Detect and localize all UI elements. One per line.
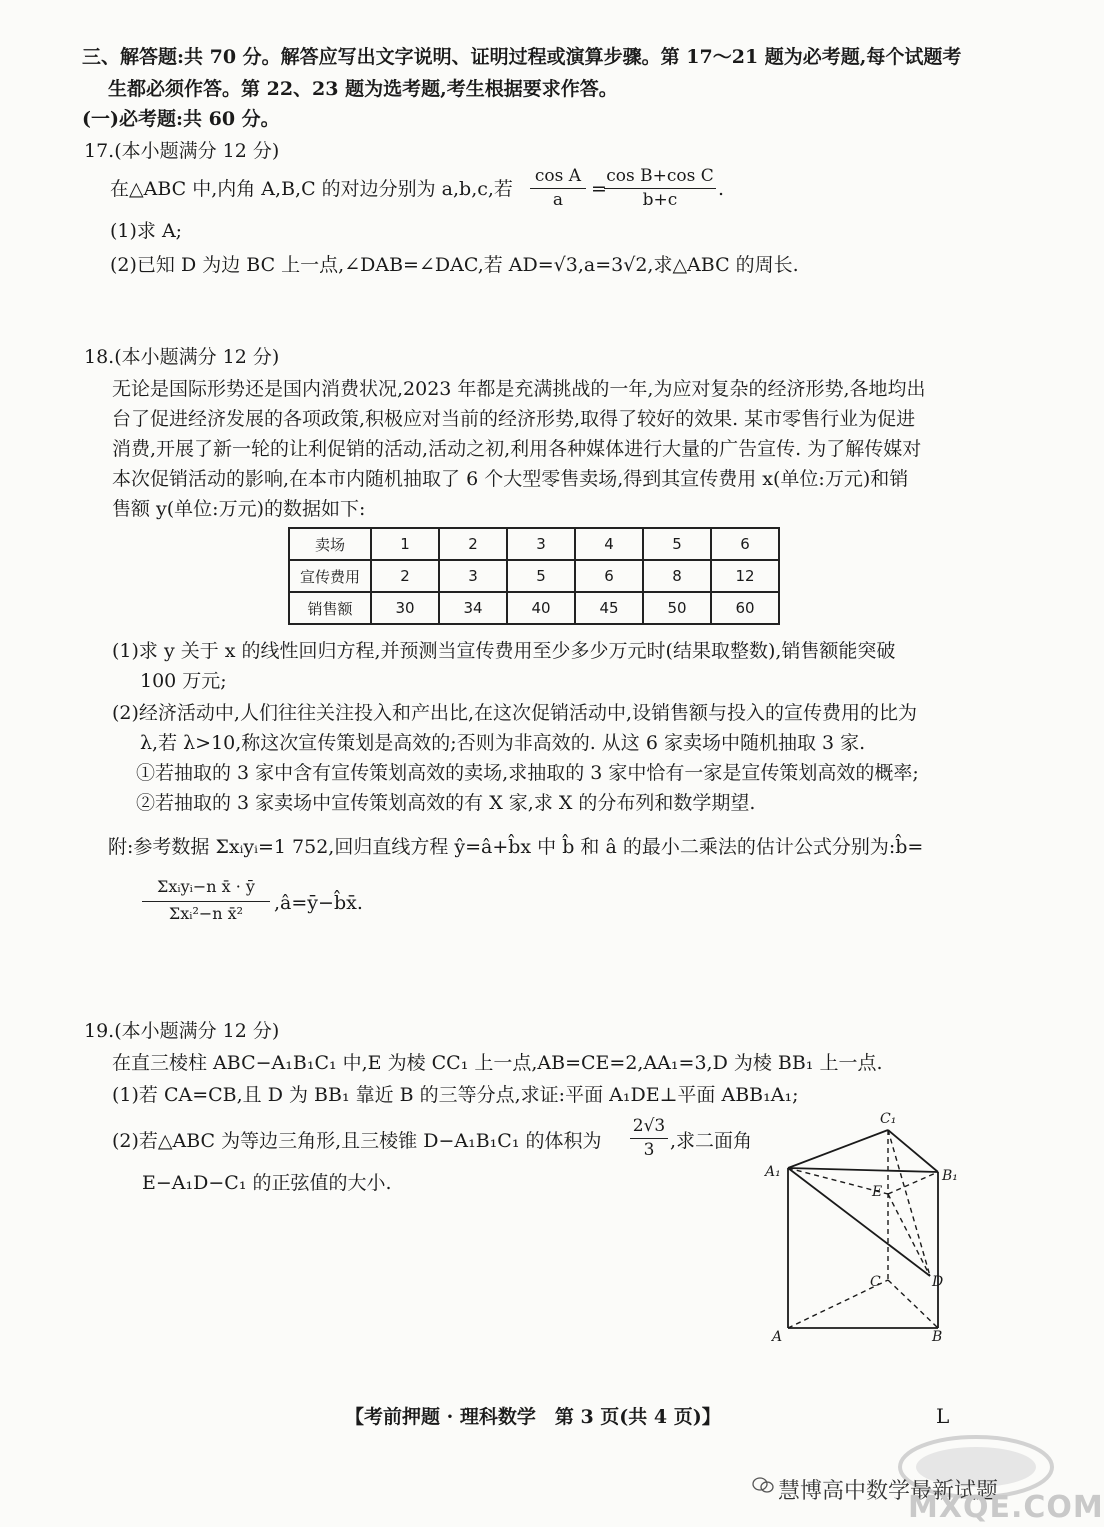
table-cell: 4: [575, 528, 643, 560]
q17-part1: (1)求 A;: [110, 220, 183, 242]
table-cell: 5: [643, 528, 711, 560]
table-cell: 30: [371, 592, 439, 624]
table-cell: 50: [643, 592, 711, 624]
table-cell: 12: [711, 560, 779, 592]
label-C: C: [870, 1274, 881, 1290]
q17-fraction-right: [604, 166, 716, 210]
table-cell: 卖场: [289, 528, 371, 560]
q18-reference: 附:参考数据 Σxᵢyᵢ=1 752,回归直线方程 ŷ=â+b̂x 中 b̂ 和 â 的最小二乘法的估计公式分别为:b̂=: [108, 836, 924, 858]
section-instructions-line2: 生都必须作答。第 22、23 题为选考题,考生根据要求作答。: [108, 78, 618, 100]
q18-part2-item1: ①若抽取的 3 家中含有宣传策划高效的卖场,求抽取的 3 家中恰有一家是宣传策划高效的概率;: [136, 762, 919, 784]
q19-volume-fraction: [630, 1116, 668, 1160]
q17-equals: =: [591, 178, 607, 200]
section-instructions-line1: 三、解答题:共 70 分。解答应写出文字说明、证明过程或演算步骤。第 17～21 题为必考题,每个试题考: [82, 46, 962, 68]
q17-frac1-denominator: a: [552, 190, 564, 210]
q18-part1-line2: 100 万元;: [140, 670, 227, 692]
chat-icon: [752, 1476, 774, 1494]
q19-part2-tail: ,求二面角: [670, 1130, 753, 1152]
q17-frac2-denominator: b+c: [642, 190, 678, 210]
q18-header: 18.(本小题满分 12 分): [84, 346, 280, 368]
watermark-text: 慧博高中数学最新试题: [778, 1479, 999, 1504]
label-A: A: [772, 1329, 783, 1345]
label-B: B: [932, 1329, 943, 1345]
q18-formula-denominator: Σxᵢ²−n x̄²: [168, 904, 244, 923]
q17-stem-period: .: [718, 178, 725, 200]
table-cell: 2: [439, 528, 507, 560]
table-cell: 5: [507, 560, 575, 592]
q17-fraction-left: [530, 166, 586, 210]
q17-part2: (2)已知 D 为边 BC 上一点,∠DAB=∠DAC,若 AD=√3,a=3√2,求△ABC 的周长.: [110, 254, 799, 276]
q17-header: 17.(本小题满分 12 分): [84, 140, 280, 162]
table-cell: 40: [507, 592, 575, 624]
q18-part2-line1: (2)经济活动中,人们往往关注投入和产出比,在这次促销活动中,设销售额与投入的宣传费用的比为: [112, 702, 918, 724]
q19-volume-numerator: 2√3: [632, 1116, 666, 1136]
q17-stem-text: 在△ABC 中,内角 A,B,C 的对边分别为 a,b,c,若: [110, 178, 513, 200]
label-E: E: [872, 1184, 883, 1200]
q19-part2: (2)若△ABC 为等边三角形,且三棱锥 D−A₁B₁C₁ 的体积为: [112, 1130, 602, 1152]
q18-para-line4: 本次促销活动的影响,在本市内随机抽取了 6 个大型零售卖场,得到其宣传费用 x(单位:万元)和销: [112, 468, 909, 490]
table-cell: 60: [711, 592, 779, 624]
table-cell: 45: [575, 592, 643, 624]
prism-figure: [760, 1108, 970, 1348]
fraction-bar: [142, 901, 270, 902]
q19-header: 19.(本小题满分 12 分): [84, 1020, 280, 1042]
q19-part1: (1)若 CA=CB,且 D 为 BB₁ 靠近 B 的三等分点,求证:平面 A₁DE⊥平面 ABB₁A₁;: [112, 1084, 799, 1106]
q18-para-line5: 售额 y(单位:万元)的数据如下:: [112, 498, 366, 520]
q18-data-table: [288, 527, 780, 625]
q18-part2-line2: λ,若 λ>10,称这次宣传策划是高效的;否则为非高效的. 从这 6 家卖场中随机抽取 3 家.: [140, 732, 866, 754]
fraction-bar: [530, 188, 586, 189]
table-cell: 34: [439, 592, 507, 624]
label-C1: C₁: [880, 1111, 897, 1127]
fraction-bar: [630, 1138, 668, 1139]
table-cell: 销售额: [289, 592, 371, 624]
table-row: [289, 528, 779, 560]
table-cell: 6: [711, 528, 779, 560]
q18-formula-numerator: Σxᵢyᵢ−n x̄ · ȳ: [157, 877, 255, 896]
table-cell: 3: [439, 560, 507, 592]
corner-mark: L: [936, 1404, 950, 1428]
table-row: [289, 560, 779, 592]
table-cell: 1: [371, 528, 439, 560]
q18-formula-tail: ,â=ȳ−b̂x̄.: [274, 892, 363, 914]
q19-volume-denominator: 3: [643, 1140, 655, 1160]
table-cell: 2: [371, 560, 439, 592]
q18-para-line3: 消费,开展了新一轮的让利促销的活动,活动之初,利用各种媒体进行大量的广告宣传. 为了解传媒对: [112, 438, 922, 460]
q18-para-line1: 无论是国际形势还是国内消费状况,2023 年都是充满挑战的一年,为应对复杂的经济形势,各地均出: [112, 378, 926, 400]
q18-formula-fraction: [142, 877, 270, 923]
page-footer: 【考前押题 · 理科数学 第 3 页(共 4 页)】: [345, 1406, 721, 1428]
table-cell: 宣传费用: [289, 560, 371, 592]
q17-frac2-numerator: cos B+cos C: [606, 166, 714, 186]
table-row: [289, 592, 779, 624]
q18-part1-line1: (1)求 y 关于 x 的线性回归方程,并预测当宣传费用至少多少万元时(结果取整数),销售额能突破: [112, 640, 896, 662]
table-cell: 8: [643, 560, 711, 592]
q17-stem: [110, 176, 513, 202]
fraction-bar: [604, 188, 716, 189]
table-cell: 3: [507, 528, 575, 560]
q19-stem: 在直三棱柱 ABC−A₁B₁C₁ 中,E 为棱 CC₁ 上一点,AB=CE=2,AA₁=3,D 为棱 BB₁ 上一点.: [112, 1052, 883, 1074]
q19-part2-line2: E−A₁D−C₁ 的正弦值的大小.: [142, 1172, 392, 1194]
watermark-url: MXQE.COM: [908, 1490, 1104, 1525]
table-cell: 6: [575, 560, 643, 592]
label-A1: A₁: [765, 1164, 781, 1180]
q18-part2-item2: ②若抽取的 3 家卖场中宣传策划高效的有 X 家,求 X 的分布列和数学期望.: [136, 792, 756, 814]
label-B1: B₁: [942, 1168, 958, 1184]
q18-para-line2: 台了促进经济发展的各项政策,积极应对当前的经济形势,取得了较好的效果. 某市零售行业为促进: [112, 408, 916, 430]
q17-frac1-numerator: cos A: [534, 166, 582, 186]
section-subtitle: (一)必考题:共 60 分。: [82, 108, 280, 130]
label-D: D: [932, 1274, 944, 1290]
